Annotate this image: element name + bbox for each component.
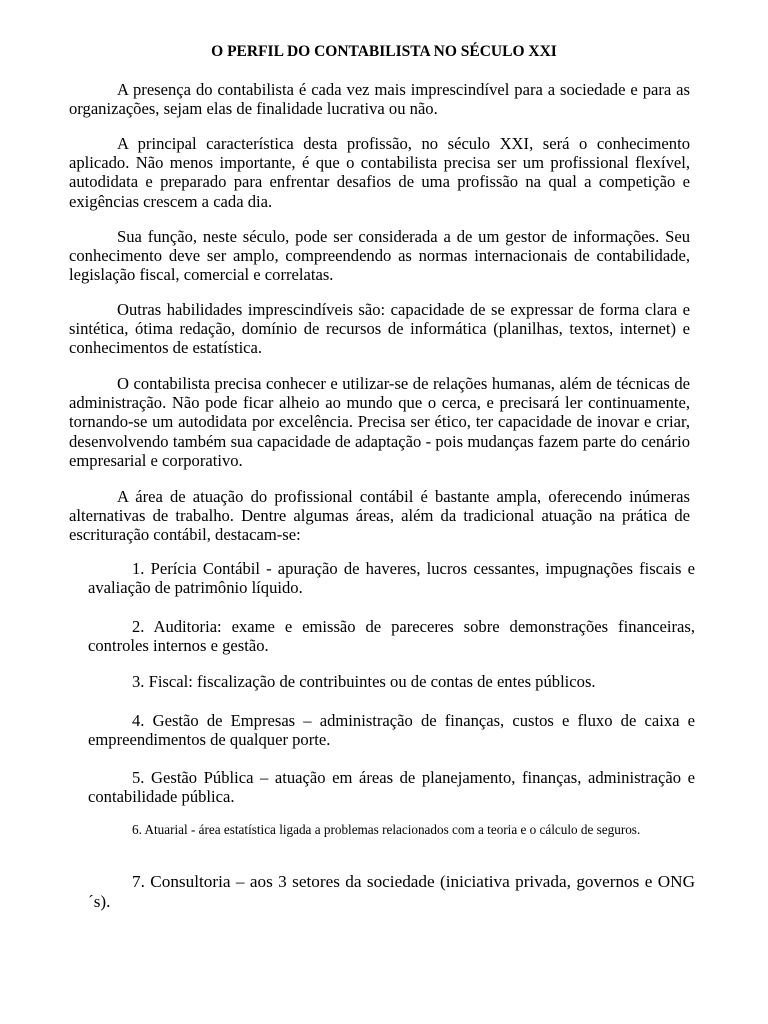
paragraph-2: A principal característica desta profissão, no século XXI, será o conhecimento aplicado. Não menos importante, é que o contabilista precisa ser um profissional flexível, autodidata e preparado para enfrentar desafios de uma profissão na qual a competição e exigências crescem a cada dia. (69, 134, 690, 211)
list-item-gestao-publica: 5. Gestão Pública – atuação em áreas de planejamento, finanças, administração e contabilidade pública. (88, 768, 695, 807)
list-item-auditoria: 2. Auditoria: exame e emissão de pareceres sobre demonstrações financeiras, controles internos e gestão. (88, 617, 695, 656)
paragraph-6: A área de atuação do profissional contábil é bastante ampla, oferecendo inúmeras alternativas de trabalho. Dentre algumas áreas, além da tradicional atuação na prática de escrituração contábil, destacam-se: (69, 487, 690, 545)
list-item-pericia: 1. Perícia Contábil - apuração de haveres, lucros cessantes, impugnações fiscais e avaliação de patrimônio líquido. (88, 559, 695, 598)
document-title: O PERFIL DO CONTABILISTA NO SÉCULO XXI (211, 43, 557, 60)
paragraph-1: A presença do contabilista é cada vez mais imprescindível para a sociedade e para as organizações, sejam elas de finalidade lucrativa ou não. (69, 80, 690, 119)
paragraph-4: Outras habilidades imprescindíveis são: capacidade de se expressar de forma clara e sintética, ótima redação, domínio de recursos de informática (planilhas, textos, internet) e conhecimentos de estatística. (69, 300, 690, 358)
list-item-consultoria: 7. Consultoria – aos 3 setores da sociedade (iniciativa privada, governos e ONG´s). (88, 872, 695, 911)
list-item-gestao-empresas: 4. Gestão de Empresas – administração de finanças, custos e fluxo de caixa e empreendimentos de qualquer porte. (88, 711, 695, 750)
paragraph-3: Sua função, neste século, pode ser considerada a de um gestor de informações. Seu conhecimento deve ser amplo, compreendendo as normas internacionais de contabilidade, legislação fiscal, comercial e correlatas. (69, 227, 690, 285)
paragraph-5: O contabilista precisa conhecer e utilizar-se de relações humanas, além de técnicas de administração. Não pode ficar alheio ao mundo que o cerca, e precisará ler continuamente, tornando-se um autodidata por excelência. Precisa ser ético, ter capacidade de inovar e criar, desenvolvendo também sua capacidade de adaptação - pois mudanças fazem parte do cenário empresarial e corporativo. (69, 374, 690, 470)
list-item-atuarial: 6. Atuarial - área estatística ligada a problemas relacionados com a teoria e o cálculo de seguros. (132, 822, 641, 837)
list-item-fiscal: 3. Fiscal: fiscalização de contribuintes ou de contas de entes públicos. (132, 672, 596, 691)
